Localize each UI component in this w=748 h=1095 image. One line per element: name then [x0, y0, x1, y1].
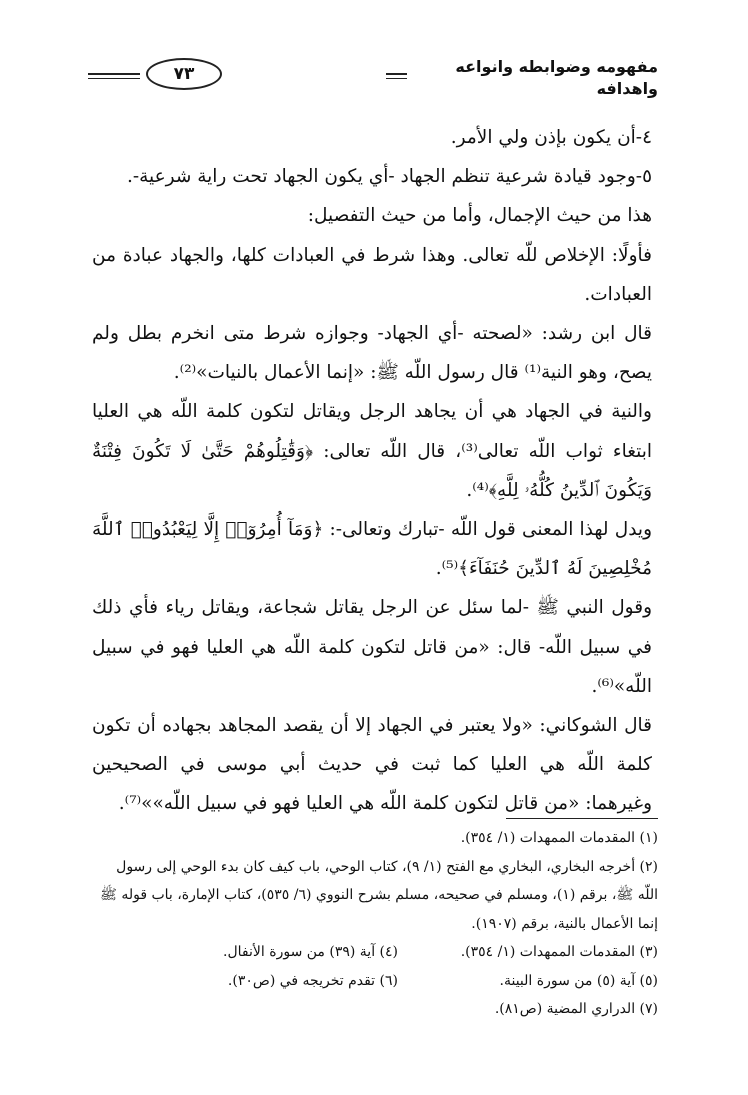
footnote: (٦) تقدم تخريجه في (ص٣٠).	[227, 972, 398, 989]
page-header	[88, 56, 658, 96]
paragraph: ويدل لهذا المعنى قول اللّه -تبارك وتعالى-: ﴿وَمَآ أُمِرُوٓا۟ إِلَّا لِيَعْبُدُوا۟ ٱللَّهَ مُخْلِصِينَ لَهُ ٱلدِّينَ حُنَفَآءَ﴾⁽⁵⁾.	[92, 519, 652, 580]
footnote-separator	[506, 818, 658, 819]
header-rule-left	[88, 73, 140, 79]
footnote: (٤) آية (٣٩) من سورة الأنفال.	[223, 944, 398, 960]
main-text	[92, 118, 652, 824]
footnote: (٧) الدراري المضية (ص٨١).	[494, 1001, 658, 1017]
paragraph: قال الشوكاني: «ولا يعتبر في الجهاد إلا أن يقصد المجاهد بجهاده أن تكون كلمة اللّه هي العليا كما ثبت في حديث أبي موسى في الصحيحين وغيرهما: «من قاتل لتكون كلمة اللّه هي العليا فهو في سبيل اللّه»»⁽⁷⁾.	[92, 715, 652, 815]
footnote-row	[92, 967, 658, 996]
paragraph: وقول النبي ﷺ -لما سئل عن الرجل يقاتل شجاعة، ويقاتل رياء فأي ذلك في سبيل اللّه- قال: «من قاتل لتكون كلمة اللّه هي العليا فهو في سبيل اللّه»⁽⁶⁾.	[92, 597, 652, 697]
footnote: (٢) أخرجه البخاري، البخاري مع الفتح (١/ ٩)، كتاب الوحي، باب كيف كان بدء الوحي إلى رسول اللّه ﷺ، برقم (١)، ومسلم في صحيحه، مسلم بشرح النووي (٦/ ٥٣٥)، كتاب الإمارة، باب قوله ﷺ إنما الأعمال بالنية، برقم (١٩٠٧).	[99, 858, 658, 932]
footnotes	[92, 824, 658, 1024]
footnote: (٣) المقدمات الممهدات (١/ ٣٥٤).	[460, 944, 658, 960]
paragraph: هذا من حيث الإجمال، وأما من حيث التفصيل:	[307, 205, 652, 227]
running-title: مفهومه وضوابطه وانواعه واهدافه	[407, 56, 658, 100]
paragraph: قال ابن رشد: «لصحته -أي الجهاد- وجوازه شرط متى انخرم بطل ولم يصح، وهو النية⁽¹⁾ قال رسول اللّه ﷺ: «إنما الأعمال بالنيات»⁽²⁾.	[92, 323, 652, 384]
paragraph: ٤-أن يكون بإذن ولي الأمر.	[450, 127, 652, 148]
footnote: (٥) آية (٥) من سورة البينة.	[499, 972, 658, 989]
paragraph: فأولًا: الإخلاص للّه تعالى. وهذا شرط في العبادات كلها، والجهاد عبادة من العبادات.	[92, 244, 652, 305]
footnote-row	[92, 938, 658, 967]
paragraph: ٥-وجود قيادة شرعية تنظم الجهاد -أي يكون الجهاد تحت راية شرعية-.	[126, 166, 652, 188]
page-number: ٧٣	[146, 58, 222, 90]
footnote: (١) المقدمات الممهدات (١/ ٣٥٤).	[460, 830, 658, 846]
paragraph: والنية في الجهاد هي أن يجاهد الرجل ويقاتل لتكون كلمة اللّه هي العليا ابتغاء ثواب اللّه تعالى⁽³⁾، قال اللّه تعالى: ﴿وَقَٰتِلُوهُمْ حَتَّىٰ لَا تَكُونَ فِتْنَةٌ وَيَكُونَ ٱلدِّينُ كُلُّهُۥ لِلَّهِ﴾⁽⁴⁾.	[92, 401, 653, 501]
